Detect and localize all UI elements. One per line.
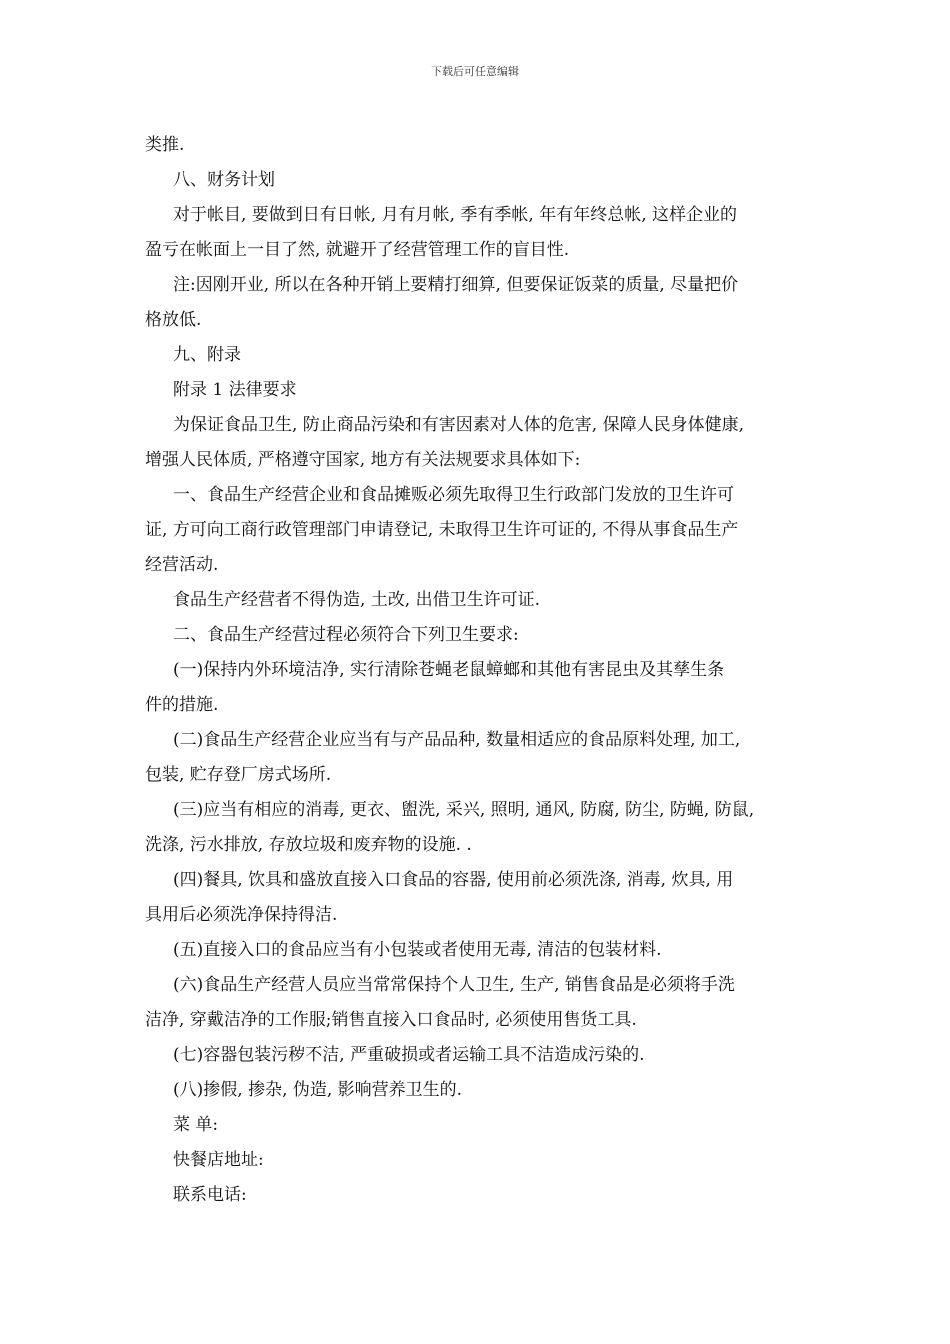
text-line: 经营活动.: [145, 555, 219, 575]
page-header-note: 下载后可任意编辑: [431, 65, 519, 78]
text-line: (五)直接入口的食品应当有小包装或者使用无毒, 清洁的包装材料.: [173, 940, 662, 960]
text-line: 盈亏在帐面上一目了然, 就避开了经营管理工作的盲目性.: [145, 240, 570, 260]
text-line: (七)容器包装污秽不洁, 严重破损或者运输工具不洁造成污染的.: [173, 1045, 645, 1065]
text-line: 九、附录: [173, 345, 241, 365]
text-line: 具用后必须洗净保持得洁.: [145, 905, 338, 925]
text-line: 八、财务计划: [173, 170, 275, 190]
text-line: (三)应当有相应的消毒, 更衣、盥洗, 采兴, 照明, 通风, 防腐, 防尘, 防蝇, 防鼠,: [173, 800, 755, 820]
text-line: 格放低.: [145, 310, 202, 330]
text-line: 洁净, 穿戴洁净的工作服;销售直接入口食品时, 必须使用售货工具.: [145, 1010, 637, 1030]
text-line: 联系电话:: [173, 1185, 247, 1205]
text-line: 类推.: [145, 135, 185, 155]
text-line: 食品生产经营者不得伪造, 土改, 出借卫生许可证.: [173, 590, 541, 610]
text-line: 为保证食品卫生, 防止商品污染和有害因素对人体的危害, 保障人民身体健康,: [173, 415, 745, 435]
text-line: (八)掺假, 掺杂, 伪造, 影响营养卫生的.: [173, 1080, 463, 1100]
text-line: 证, 方可向工商行政管理部门申请登记, 未取得卫生许可证的, 不得从事食品生产: [145, 520, 739, 540]
text-line: 快餐店地址:: [173, 1150, 264, 1170]
text-line: (四)餐具, 饮具和盛放直接入口食品的容器, 使用前必须洗涤, 消毒, 炊具, 用: [173, 870, 734, 890]
text-line: 一、食品生产经营企业和食品摊贩必须先取得卫生行政部门发放的卫生许可: [173, 485, 734, 505]
text-line: 二、食品生产经营过程必须符合下列卫生要求:: [173, 625, 519, 645]
text-line: 件的措施.: [145, 695, 219, 715]
text-line: (一)保持内外环境洁净, 实行清除苍蝇老鼠蟑螂和其他有害昆虫及其孳生条: [173, 660, 725, 680]
document-body: [145, 128, 810, 1213]
text-line: 增强人民体质, 严格遵守国家, 地方有关法规要求具体如下:: [145, 450, 581, 470]
text-line: 附录 1 法律要求: [173, 380, 297, 400]
text-line: (六)食品生产经营人员应当常常保持个人卫生, 生产, 销售食品是必须将手洗: [173, 975, 735, 995]
text-line: 包装, 贮存登厂房式场所.: [145, 765, 332, 785]
text-line: (二)食品生产经营企业应当有与产品品种, 数量相适应的食品原料处理, 加工,: [173, 730, 741, 750]
text-line: 对于帐目, 要做到日有日帐, 月有月帐, 季有季帐, 年有年终总帐, 这样企业的: [173, 205, 738, 225]
text-line: 注:因刚开业, 所以在各种开销上要精打细算, 但要保证饭菜的质量, 尽量把价: [173, 275, 739, 295]
text-line: 洗涤, 污水排放, 存放垃圾和废弃物的设施. .: [145, 835, 472, 855]
text-line: 菜 单:: [173, 1115, 219, 1135]
